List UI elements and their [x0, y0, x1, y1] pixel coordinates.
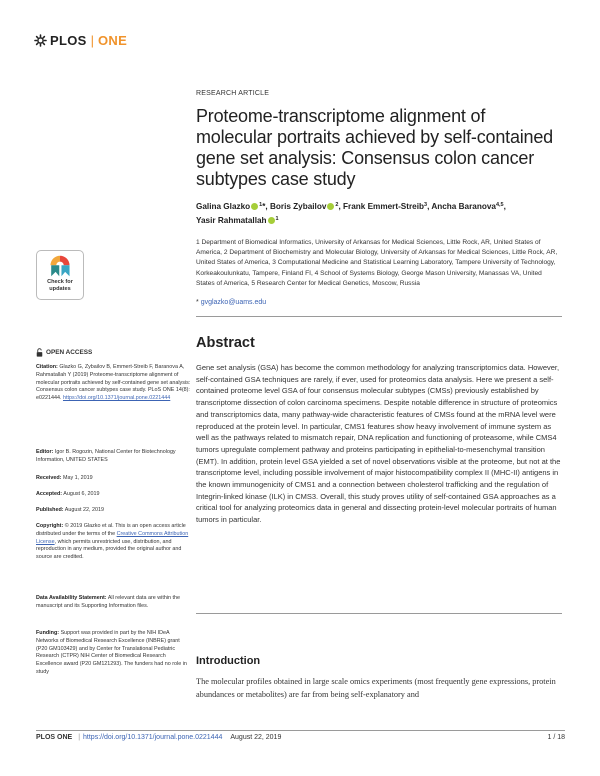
abstract-text: Gene set analysis (GSA) has become the common methodology for analyzing transcriptomics data. However, self-contained GSA techniques are rarely, if ever, used for proteomics data analysis. Here we present a self-contained proteome level GSA of four consensus molecular subtypes (CMSs) previously established by transcriptome dissection of colon carcinoma specimens. Despite notable difference in structure of proteomics and transcriptomics data, many pathway-wide characteristic features of CMSs found at the mRNA level were reproduced at the protein level. In particular, CMS1 features show heavy involvement of immune system as well as the pathways related to mismatch repair, DNA replication and functioning of proteasome, while CMS4 tumors upregulate complement pathway and proteins participating in epithelial-to-mesenchymal transition (EMT). In addition, protein level GSA yielded a set of novel observations visible at the proteome, but not at the transcriptome level, including possible involvement of major histocompatibility complex II (MHC-II) antigens in the known immunogenicity of CMS1 and a connection between cholesterol trafficking and the regulation of Integrin-linked kinase (ILK) in CMS3. Overall, this study proves utility of self-contained GSA approaches as a critical tool for analyzing proteomics data in general and dissecting protein-level molecular portraits of human tumors in particular.	[196, 363, 561, 525]
author-affiliation-sup: 1	[275, 216, 279, 222]
affiliations: 1 Department of Biomedical Informatics, University of Arkansas for Medical Sciences, Little Rock, AR, United States of America, 2 Department of Biochemistry and Molecular Biology, University of Arkansas for Medical Sciences, Little Rock, AR, United States of America, 3 Computational Medicine and Statistical Learning Laboratory, Tampere University of Technology, Korkeakoulunkatu, Tampere, Finland FI, 4 School of Systems Biology, George Mason University, Manassas VA, United States of America, 5 Research Center for Medical Genetics, Moscow, Russia	[196, 239, 558, 287]
article-type: RESEARCH ARTICLE	[196, 90, 270, 97]
data-availability-block	[36, 595, 191, 611]
footer-divider	[36, 730, 565, 731]
citation-label: Citation:	[36, 364, 58, 370]
license-link[interactable]: Creative Commons Attribution License	[36, 530, 189, 545]
author-affiliation-sup: 4,5	[495, 202, 504, 208]
author-name[interactable]: Yasir Rahmatallah	[196, 216, 267, 225]
editor-label: Editor:	[36, 449, 54, 455]
footer-date: August 22, 2019	[230, 734, 282, 741]
author-affiliation-sup: 3	[424, 202, 428, 208]
abstract-heading: Abstract	[196, 335, 255, 351]
citation-text: Glazko G, Zybailov B, Emmert-Streib F, Baranova A, Rahmatallah Y (2019) Proteome-transcriptome alignment of molecular portraits achieved by self-contained gene set analysis: Consensus colon cancer subtypes case study. PLoS ONE 14(8): e0221444.	[36, 364, 191, 401]
data-availability-label: Data Availability Statement:	[36, 595, 107, 601]
orcid-icon[interactable]	[268, 217, 275, 224]
published-date: August 22, 2019	[64, 507, 105, 513]
author-name[interactable]: Boris Zybailov	[269, 202, 327, 211]
editor-block	[36, 449, 191, 465]
author-separator: ,	[427, 202, 432, 211]
orcid-icon[interactable]	[251, 203, 258, 210]
check-for-updates-icon	[49, 254, 71, 278]
funding-text: Support was provided in part by the NIH IDeA Networks of Biomedical Research Excellence (INBRE) grant (P20 GM103429) and by Center for Translational Pediatric Research (CTPR) NIH Center of Biomedical Research Excellence award (P20 GM121293). The funders had no role in study	[36, 630, 187, 675]
logo-separator: |	[90, 33, 94, 48]
published-label: Published:	[36, 507, 64, 513]
author-affiliation-sup: 2	[335, 202, 339, 208]
corresponding-email	[196, 299, 562, 306]
funding-label: Funding:	[36, 630, 60, 636]
received-block	[36, 475, 191, 483]
check-for-updates-badge[interactable]	[36, 250, 84, 300]
email-link[interactable]: gvglazko@uams.edu	[200, 299, 267, 306]
author-separator: ,	[503, 202, 506, 211]
copyright-label: Copyright:	[36, 523, 64, 529]
accepted-block	[36, 491, 191, 499]
author-separator: *,	[262, 202, 270, 211]
author-list	[196, 199, 562, 227]
funding-block	[36, 630, 191, 677]
section-divider	[196, 613, 562, 614]
data-availability-text: All relevant data are within the manuscript and its Supporting Information files.	[36, 595, 181, 609]
open-access-badge	[36, 348, 191, 357]
check-for-updates-label	[47, 279, 73, 292]
orcid-icon[interactable]	[327, 203, 334, 210]
author-separator: ,	[338, 202, 344, 211]
citation-block	[36, 364, 191, 403]
author-name[interactable]: Ancha Baranova	[431, 202, 496, 211]
email-star: *	[196, 299, 199, 306]
footer-journal: PLOS ONE	[36, 734, 73, 741]
accepted-date: August 6, 2019	[63, 491, 100, 497]
author-name[interactable]: Galina Glazko	[196, 202, 251, 211]
received-label: Received:	[36, 475, 62, 481]
logo-one-text: ONE	[98, 33, 128, 48]
logo-plos-text: PLOS	[50, 33, 87, 48]
copyright-text: © 2019 Glazko et al. This is an open access article distributed under the terms of the	[36, 523, 186, 537]
article-title: Proteome-transcriptome alignment of molecular portraits achieved by self-contained gene set analysis: Consensus colon cancer subtypes case study	[196, 106, 553, 189]
page-number: 1 / 18	[547, 734, 565, 741]
copyright-text-cont: , which permits unrestricted use, distribution, and reproduction in any medium, provided the original author and source are credited.	[36, 538, 182, 560]
plos-one-logo[interactable]	[34, 33, 127, 48]
editor-text: Igor B. Rogozin, National Center for Biotechnology Information, UNITED STATES	[36, 449, 176, 463]
open-lock-icon	[36, 348, 43, 357]
footer-separator: |	[78, 734, 81, 741]
accepted-label: Accepted:	[36, 491, 63, 497]
footer-doi-link[interactable]: https://doi.org/10.1371/journal.pone.0221444	[83, 734, 223, 741]
check-for-updates-line2: updates	[49, 285, 71, 292]
page-footer	[36, 734, 565, 741]
introduction-heading: Introduction	[196, 655, 261, 667]
copyright-block	[36, 523, 191, 562]
section-divider	[196, 316, 562, 317]
author-affiliation-sup: 1	[259, 202, 263, 208]
introduction-text: The molecular profiles obtained in large scale omics experiments (most frequently gene expressions, protein abundances or metabolites) are far from being self-explanatory and	[196, 677, 556, 699]
author-name[interactable]: Frank Emmert-Streib	[343, 202, 425, 211]
check-for-updates-line1: Check for	[47, 279, 73, 285]
published-block	[36, 507, 191, 515]
citation-doi-link[interactable]: https://doi.org/10.1371/journal.pone.0221444	[62, 395, 171, 401]
open-access-label: OPEN ACCESS	[46, 348, 93, 356]
plos-logo-icon	[34, 34, 47, 47]
received-date: May 1, 2019	[62, 475, 93, 481]
